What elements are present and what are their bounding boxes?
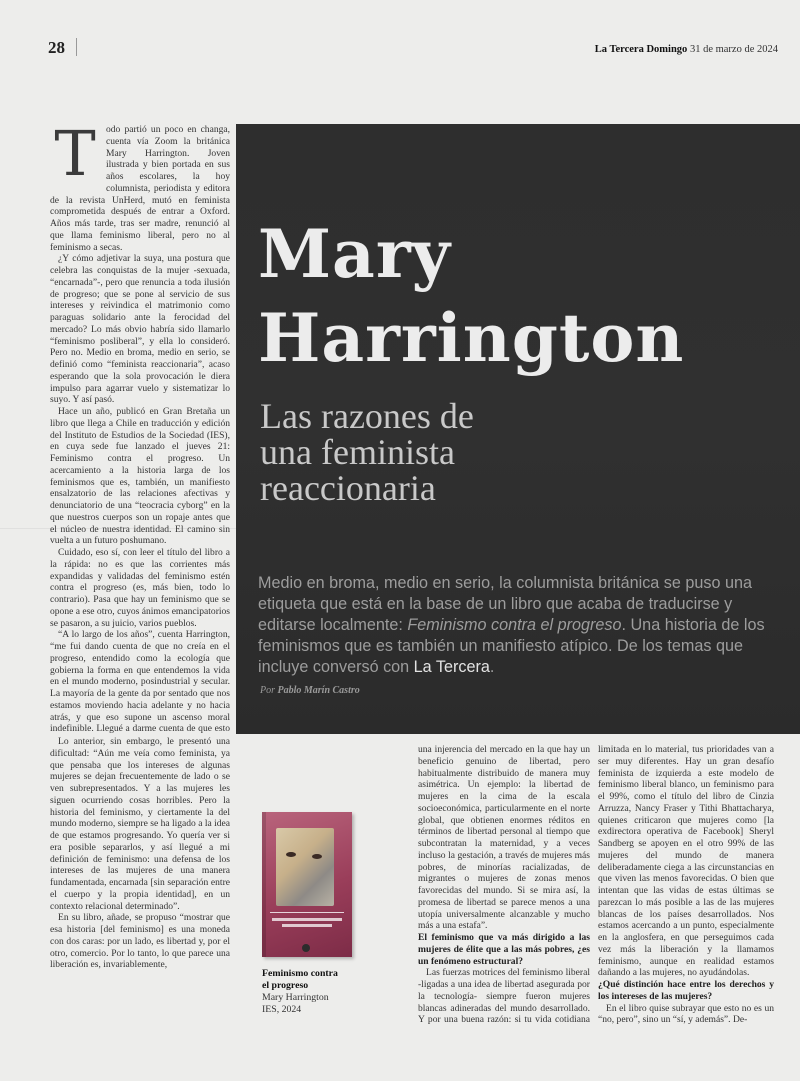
publication-name: La Tercera Domingo xyxy=(594,44,688,55)
paragraph: odo partió un poco en changa, cuenta vía Zoom la británica Mary Harrington. Joven ilustrada y bien portada en sus años escolares, la hoy columnista, periodista y editora de la revista UnHerd, mutó en feminista comprometida después de entrar a Oxford. Años más tarde, tras ser madre, renunció al que llama feminismo liberal, pero no al feminismo a secas. xyxy=(50,124,230,253)
dek-text: Medio en broma, medio en serio, la columnista británica se puso una etiqueta que está en la base de un libro que acaba de traducirse y editarse localmente: xyxy=(258,574,752,634)
dek-text: . Una historia de los feminismos que es también un manifiesto atípico. De los temas que incluye conversó con xyxy=(258,616,765,676)
book-caption xyxy=(262,968,402,1016)
paragraph: En el libro quise subrayar que esto no es un “no, pero”, sino un “sí, y además”. De- xyxy=(598,1002,774,1026)
headline-line: Harrington xyxy=(258,299,685,377)
subheadline-line: Las razones de xyxy=(260,396,474,436)
paragraph: una injerencia del mercado en la que hay un beneficio genuino de libertad, pero habitualmente distribuido de manera muy asimétrica. Un ejemplo: la libertad de mujeres en la cima de la escala socioeconómica, particularmente en el norte global, que obtienen enormes réditos en términos de libertad personal al tiempo que subcontratan la maternidad, y a veces incluso la gestación, a través de mujeres más pobres, de minorías racializadas, de migrantes o mujeres de zonas menos favorecidas del mundo. Si se mira así, la promesa de libertad se parece menos a una utopía universalmente alcanzable y mucho más a una estafa”. xyxy=(418,744,590,932)
publisher-logo xyxy=(302,944,310,952)
paragraph: En su libro, añade, se propuso “mostrar que esa historia [del feminismo] es una moneda con dos caras: por un lado, es libertad y, por el otro, comercio. Por lo tanto, lo que parece una liberación es, invariablemente, xyxy=(50,912,230,971)
interview-question: ¿Qué distinción hace entre los derechos y los intereses de las mujeres? xyxy=(598,979,774,1002)
headline-line: Mary xyxy=(258,215,451,293)
headline xyxy=(258,212,778,380)
byline-prefix: Por xyxy=(260,685,275,696)
article-column-3 xyxy=(418,744,590,1026)
dek-publication: La Tercera xyxy=(413,658,490,676)
article-column-1-bottom xyxy=(50,736,230,1026)
article-column-4 xyxy=(598,744,774,1026)
cover-portrait xyxy=(276,828,334,906)
dek xyxy=(258,573,778,678)
paragraph: limitada en lo material, tus prioridades van a ser muy diferentes. Hay un gran desafío feminista de izquierda a este modelo de feminismo liberal blanco, un feminismo para el 99%, como el título del libro de Cinzia Arruzza, Nancy Fraser y Tithi Bhattacharya, quienes criticaron que mujeres como [la exdirectora operativa de Facebook] Sheryl Sandberg se apoyen en el otro 99% de las mujeres del mundo de manera deliberadamente ciega a las circunstancias en que viven las menos favorecidas. O bien que intentan que las vidas de estas últimas se parezcan lo más posible a las de las mujeres blancas de los países desarrollados. Nos estamos acercando a un punto, especialmente en la anglosfera, en que perseguimos cada vez más la liberación y la llamamos feminismo, aunque en realidad estamos dañando a las mujeres, no ayudándolas. xyxy=(598,744,774,979)
paragraph: Las fuerzas motrices del feminismo liberal -ligadas a una idea de libertad asegurada por la tecnología- siempre fueron mujeres blancas adineradas del mundo desarrollado. Y por una buena razón: si tu vida cotidiana xyxy=(418,967,590,1026)
book-author: Mary Harrington xyxy=(262,992,329,1003)
drop-cap: T xyxy=(54,124,96,190)
page-number: 28 xyxy=(48,38,65,57)
subheadline-line: una feminista xyxy=(260,432,455,472)
interview-question: El feminismo que va más dirigido a las mujeres de élite que a las más pobres, ¿es un fenómeno estructural? xyxy=(418,932,590,967)
article-column-1-top xyxy=(50,124,230,736)
byline-author: Pablo Marín Castro xyxy=(277,685,360,696)
book-title: el progreso xyxy=(262,980,309,991)
book-publisher: IES, 2024 xyxy=(262,1004,302,1015)
page-number-divider xyxy=(76,38,77,56)
byline xyxy=(260,685,360,696)
paragraph: ¿Y cómo adjetivar la suya, una postura que celebra las conquistas de la mujer -sexuada, “encarnada”-, pero que renuncia a toda ilusión de progreso; que se pone al servicio de sus intereses y reivindica el matrimonio como paraguas solidario ante la ferocidad del mercado? Lo más obvio habría sido llamarlo “feminismo posliberal”, y ella lo consideró. Pero no. Medio en broma, medio en serio, se definió como “feminista reaccionaria”, acaso esperando que la sola provocación le diera impulso para agarrar vuelo y sistematizar lo suyo. Y así pasó. xyxy=(50,253,230,406)
dek-book-title: Feminismo contra el progreso xyxy=(407,616,622,634)
cover-eye xyxy=(286,852,296,857)
masthead xyxy=(595,44,778,55)
paragraph: Lo anterior, sin embargo, le presentó una dificultad: “Aún me veía como feminista, ya que pensaba que los intereses de algunas mujeres se dejan frecuentemente de lado o se ven subrepresentados. Y a las mujeres les siguen ocurriendo cosas horribles. Pero la historia del feminismo, y ciertamente la del mundo moderno, siempre se ha ligado a la idea de que estamos progresando. Yo quería ver si era posible separarlos, y así llegué a mi definición de feminismo: una defensa de los intereses de las mujeres de una manera fundamentada, encarnada [sin separación entre el cuerpo y la propia identidad], en un contexto relacional determinado”. xyxy=(50,736,230,912)
subheadline xyxy=(260,398,580,506)
issue-date: 31 de marzo de 2024 xyxy=(689,44,778,55)
book-title: Feminismo contra xyxy=(262,968,338,979)
paragraph: Cuidado, eso sí, con leer el título del libro a la rápida: no es que las corrientes más expandidas y validadas del feminismo estén contra el progreso (es, más bien, todo lo contrario). Pasa que hay un feminismo que se opone a ese otro, cuyos ánimos emancipatorios se pasaron, a su juicio, varios pueblos. xyxy=(50,547,230,629)
cover-title-mark xyxy=(272,918,342,921)
cover-rule xyxy=(270,912,344,913)
cover-title-mark xyxy=(282,924,332,927)
book-cover-image xyxy=(262,812,352,957)
paragraph: Hace un año, publicó en Gran Bretaña un libro que llega a Chile en traducción y edición del Instituto de Estudios de la Sociedad (IES), en cuya sede fue lanzado el jueves 21: Feminismo contra el progreso. Un acercamiento a la historia larga de los feminismos que es, también, un manifiesto ensalzatorio de las relaciones afectivas y denunciatorio de una “teocracia cyborg” en la que nuestros cuerpos son un ropaje antes que el núcleo de nuestra identidad. El camino sin vuelta a un futuro poshumano. xyxy=(50,406,230,547)
paragraph: “A lo largo de los años”, cuenta Harrington, “me fui dando cuenta de que no creía en el progreso, entendido como la ecología que gobierna la forma en que entendemos la vida en el mundo moderno, posindustrial y secular. La mayoría de la gente da por sentado que nos estamos moviendo hacia adelante y no hacia atrás, y que eso supone un ascenso moral indefinible. Llegué a darme cuenta de que esto xyxy=(50,629,230,735)
book-spine xyxy=(262,812,266,957)
dek-text: . xyxy=(489,658,495,676)
cover-eye xyxy=(312,854,322,859)
subheadline-line: reaccionaria xyxy=(260,468,436,508)
